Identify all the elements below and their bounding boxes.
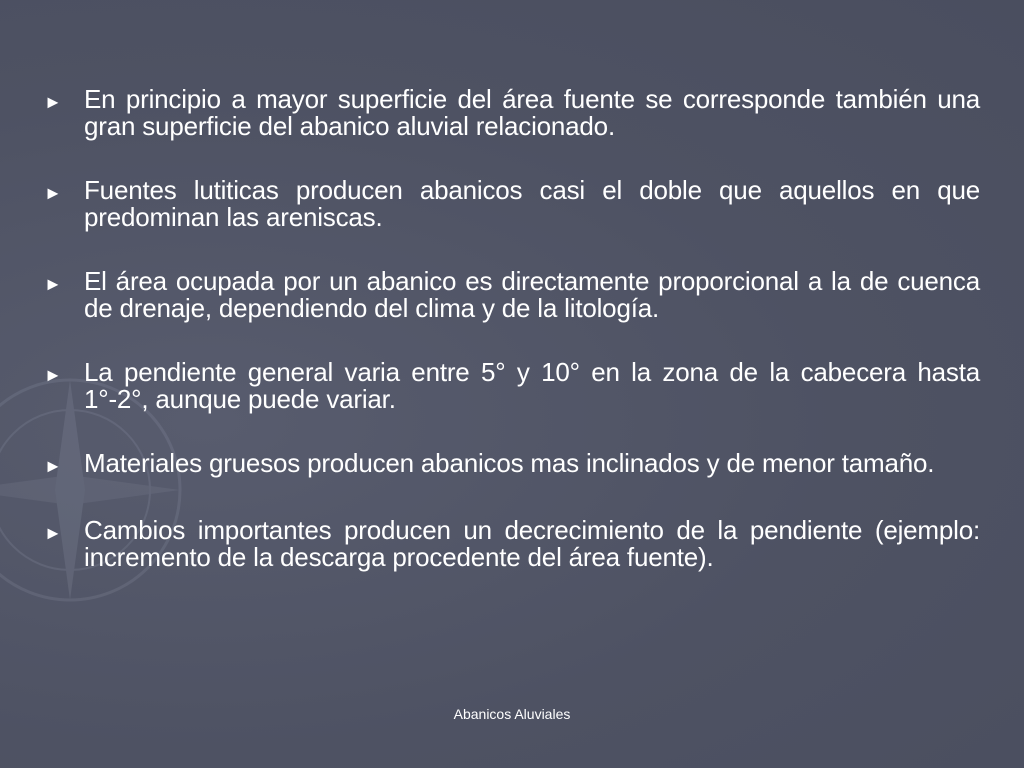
bullet-text: Cambios importantes producen un decrecimiento de la pendiente (ejemplo: incremento de la descarga procedente del área fuente). — [84, 515, 980, 572]
triangle-right-icon: ► — [44, 456, 62, 476]
triangle-right-icon: ► — [44, 183, 62, 203]
triangle-right-icon: ► — [44, 365, 62, 385]
bullet-list — [44, 86, 980, 608]
bullet-item — [44, 450, 980, 480]
bullet-item — [44, 268, 980, 322]
bullet-text: En principio a mayor superficie del área fuente se corresponde también una gran superficie del abanico aluvial relacionado. — [84, 84, 980, 141]
slide-footer: Abanicos Aluviales — [453, 706, 571, 722]
triangle-right-icon: ► — [44, 523, 62, 543]
bullet-item — [44, 517, 980, 571]
bullet-item — [44, 359, 980, 413]
bullet-text: La pendiente general varia entre 5° y 10° en la zona de la cabecera hasta 1°-2°, aunque puede variar. — [84, 357, 980, 414]
bullet-item — [44, 86, 980, 140]
bullet-text: El área ocupada por un abanico es directamente proporcional a la de cuenca de drenaje, dependiendo del clima y de la litología. — [84, 266, 980, 323]
triangle-right-icon: ► — [44, 274, 62, 294]
bullet-text: Materiales gruesos producen abanicos mas inclinados y de menor tamaño. — [84, 448, 935, 478]
bullet-item — [44, 177, 980, 231]
triangle-right-icon: ► — [44, 92, 62, 112]
bullet-text: Fuentes lutiticas producen abanicos casi el doble que aquellos en que predominan las areniscas. — [84, 175, 980, 232]
